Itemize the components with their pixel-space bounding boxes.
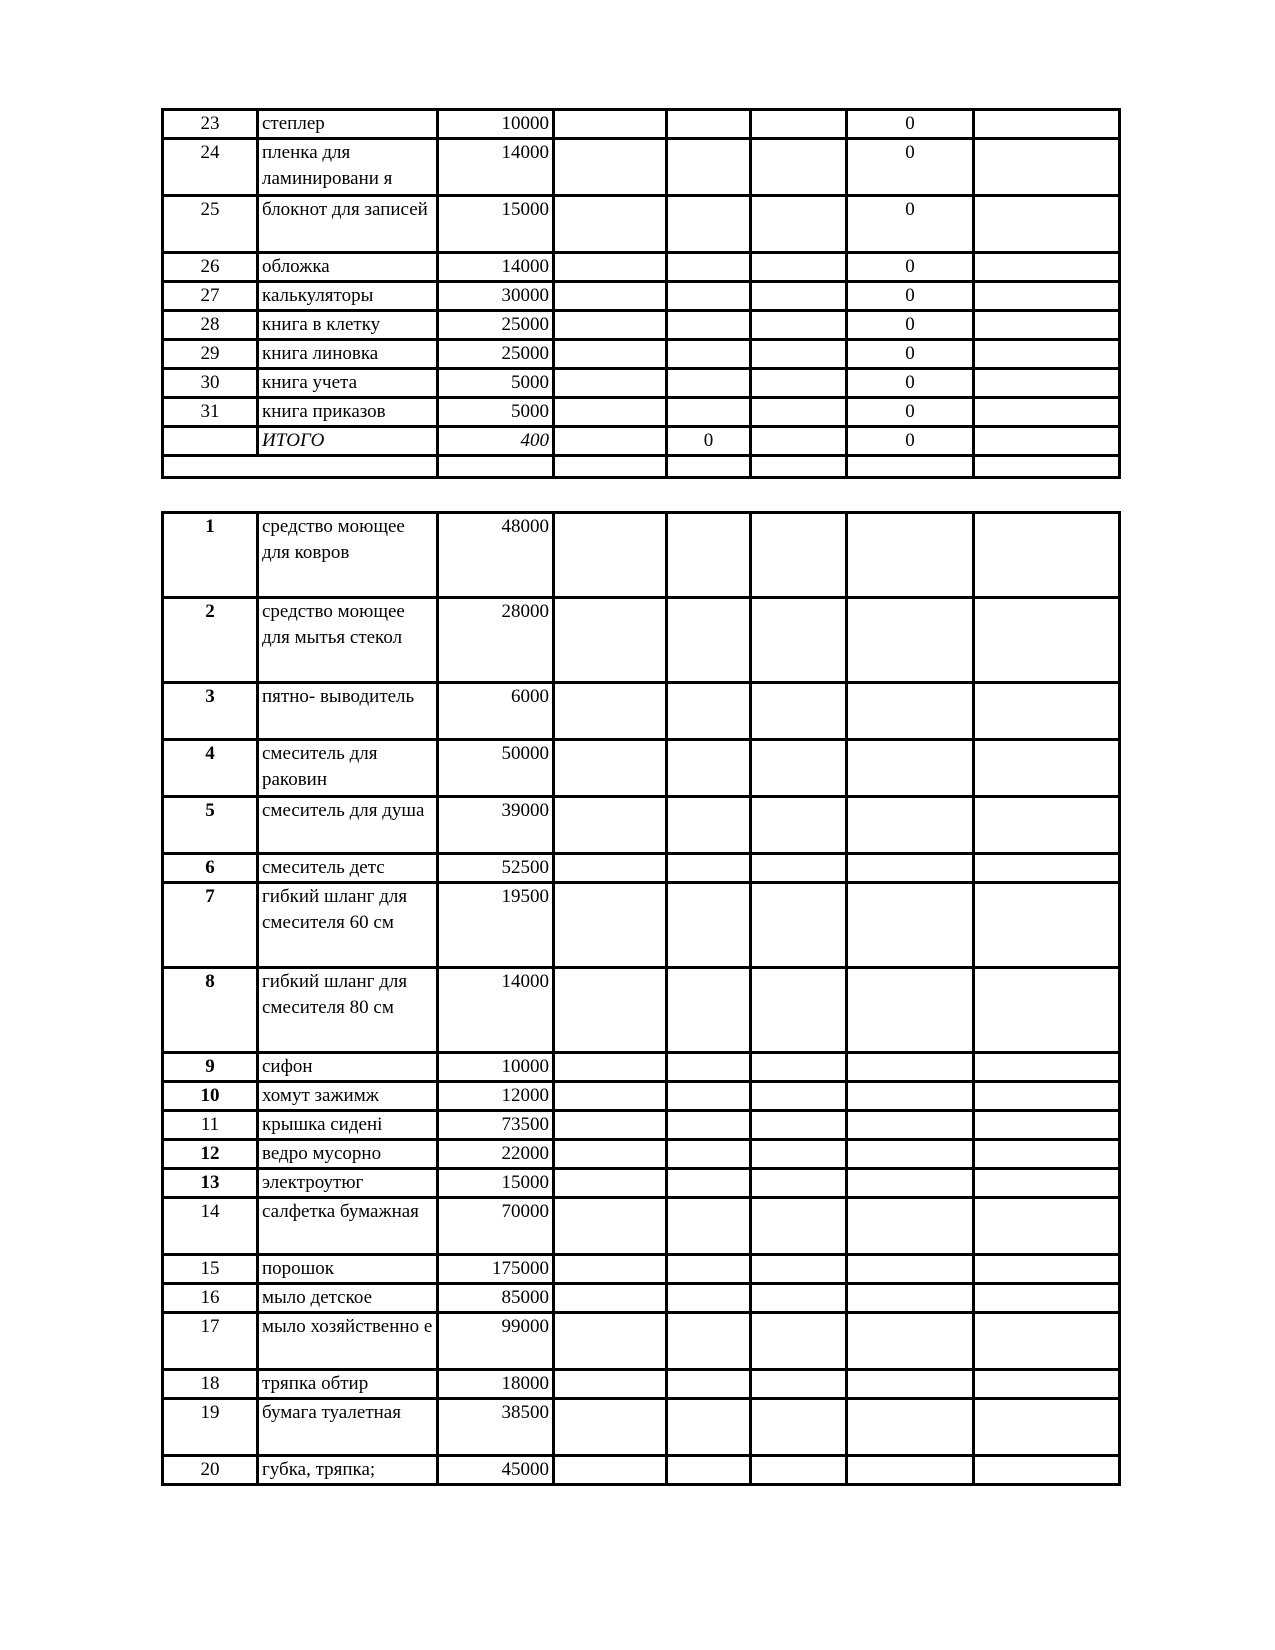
- empty-row: [163, 456, 1120, 478]
- empty-cell: [847, 883, 974, 968]
- item-name-cell: электроутюг: [258, 1169, 438, 1198]
- empty-cell: [974, 1456, 1120, 1485]
- table-row: [163, 968, 1120, 1053]
- item-price-cell: 45000: [438, 1456, 554, 1485]
- empty-cell: [667, 854, 751, 883]
- empty-cell: [751, 139, 847, 196]
- empty-cell: [751, 110, 847, 139]
- item-price-cell: 70000: [438, 1198, 554, 1255]
- empty-cell: [554, 1313, 667, 1370]
- empty-cell: [751, 253, 847, 282]
- row-number-cell: 14: [163, 1198, 258, 1255]
- table-row: [163, 513, 1120, 598]
- table-row: [163, 369, 1120, 398]
- empty-cell: [554, 1140, 667, 1169]
- empty-cell: [554, 1053, 667, 1082]
- zero-value-cell: 0: [847, 139, 974, 196]
- empty-cell: [667, 1111, 751, 1140]
- item-price-cell: 50000: [438, 740, 554, 797]
- empty-cell: [751, 1456, 847, 1485]
- row-number-cell: 16: [163, 1284, 258, 1313]
- row-number-cell: 13: [163, 1169, 258, 1198]
- empty-cell: [667, 797, 751, 854]
- empty-cell: [751, 1255, 847, 1284]
- item-price-cell: 38500: [438, 1399, 554, 1456]
- item-price-cell: 85000: [438, 1284, 554, 1313]
- empty-cell: [847, 1082, 974, 1111]
- row-number-cell: 9: [163, 1053, 258, 1082]
- row-number-cell: 15: [163, 1255, 258, 1284]
- empty-cell: [667, 1456, 751, 1485]
- empty-cell: [667, 282, 751, 311]
- item-price-cell: 5000: [438, 398, 554, 427]
- row-number-cell: 1: [163, 513, 258, 598]
- empty-cell: [554, 282, 667, 311]
- item-name-cell: степлер: [258, 110, 438, 139]
- empty-cell: [554, 1456, 667, 1485]
- row-number-cell: 7: [163, 883, 258, 968]
- item-price-cell: 6000: [438, 683, 554, 740]
- empty-cell: [667, 1140, 751, 1169]
- empty-cell: [667, 683, 751, 740]
- empty-cell: [974, 1082, 1120, 1111]
- empty-cell: [554, 139, 667, 196]
- row-number-cell: 20: [163, 1456, 258, 1485]
- empty-cell: [554, 369, 667, 398]
- empty-cell: [554, 1169, 667, 1198]
- empty-cell: [554, 797, 667, 854]
- table-row: [163, 1370, 1120, 1399]
- empty-cell: [847, 1370, 974, 1399]
- item-price-cell: 22000: [438, 1140, 554, 1169]
- item-price-cell: 12000: [438, 1082, 554, 1111]
- empty-cell: [974, 311, 1120, 340]
- item-name-cell: пленка для ламинировани я: [258, 139, 438, 196]
- empty-cell: [667, 1198, 751, 1255]
- empty-cell: [554, 196, 667, 253]
- zero-value-cell: 0: [847, 311, 974, 340]
- empty-cell: [974, 1370, 1120, 1399]
- item-price-cell: 175000: [438, 1255, 554, 1284]
- total-zero-cell: 0: [667, 427, 751, 456]
- row-number-cell: 30: [163, 369, 258, 398]
- empty-cell: [667, 110, 751, 139]
- empty-cell: [751, 1082, 847, 1111]
- empty-cell: [974, 797, 1120, 854]
- empty-cell: [847, 1399, 974, 1456]
- empty-cell: [667, 1082, 751, 1111]
- empty-cell: [667, 883, 751, 968]
- row-number-cell: 2: [163, 598, 258, 683]
- empty-cell: [667, 340, 751, 369]
- empty-cell: [847, 968, 974, 1053]
- item-name-cell: книга в клетку: [258, 311, 438, 340]
- empty-cell: [554, 456, 667, 478]
- item-name-cell: бумага туалетная: [258, 1399, 438, 1456]
- table-row: [163, 139, 1120, 196]
- item-name-cell: средство моющее для мытья стекол: [258, 598, 438, 683]
- empty-cell: [974, 1284, 1120, 1313]
- empty-cell: [751, 740, 847, 797]
- empty-cell: [974, 968, 1120, 1053]
- item-price-cell: 10000: [438, 110, 554, 139]
- empty-cell: [554, 683, 667, 740]
- item-name-cell: мыло детское: [258, 1284, 438, 1313]
- empty-cell: [751, 1370, 847, 1399]
- item-price-cell: 10000: [438, 1053, 554, 1082]
- row-number-cell: 10: [163, 1082, 258, 1111]
- empty-cell: [554, 1370, 667, 1399]
- empty-cell: [751, 340, 847, 369]
- empty-cell: [554, 1255, 667, 1284]
- items-table-bottom-body: [163, 513, 1120, 1485]
- empty-cell: [974, 253, 1120, 282]
- item-name-cell: книга учета: [258, 369, 438, 398]
- row-number-cell: 27: [163, 282, 258, 311]
- empty-cell: [847, 1140, 974, 1169]
- items-table-top: [161, 108, 1121, 479]
- item-name-cell: салфетка бумажная: [258, 1198, 438, 1255]
- empty-cell: [554, 854, 667, 883]
- zero-value-cell: 0: [847, 369, 974, 398]
- item-price-cell: 18000: [438, 1370, 554, 1399]
- empty-cell: [974, 740, 1120, 797]
- row-number-cell: 25: [163, 196, 258, 253]
- empty-cell: [847, 1313, 974, 1370]
- empty-cell: [847, 598, 974, 683]
- item-name-cell: смеситель для раковин: [258, 740, 438, 797]
- empty-cell: [974, 1255, 1120, 1284]
- empty-cell: [974, 1313, 1120, 1370]
- row-number-cell: 4: [163, 740, 258, 797]
- empty-cell: [974, 1399, 1120, 1456]
- item-price-cell: 25000: [438, 340, 554, 369]
- empty-cell: [974, 139, 1120, 196]
- empty-cell: [554, 110, 667, 139]
- item-name-cell: гибкий шланг для смесителя 60 см: [258, 883, 438, 968]
- row-number-cell: 11: [163, 1111, 258, 1140]
- empty-cell: [554, 883, 667, 968]
- empty-cell: [847, 740, 974, 797]
- item-name-cell: ведро мусорно: [258, 1140, 438, 1169]
- empty-cell: [751, 1053, 847, 1082]
- empty-cell: [847, 797, 974, 854]
- empty-cell: [667, 1255, 751, 1284]
- empty-cell: [974, 398, 1120, 427]
- item-name-cell: губка, тряпка;: [258, 1456, 438, 1485]
- table-row: [163, 1284, 1120, 1313]
- empty-cell: [847, 683, 974, 740]
- empty-cell: [751, 311, 847, 340]
- item-price-cell: 25000: [438, 311, 554, 340]
- item-price-cell: 14000: [438, 968, 554, 1053]
- empty-cell: [667, 139, 751, 196]
- zero-value-cell: 0: [847, 253, 974, 282]
- empty-cell: [554, 253, 667, 282]
- empty-cell: [554, 427, 667, 456]
- item-price-cell: 99000: [438, 1313, 554, 1370]
- table-row: [163, 1111, 1120, 1140]
- empty-cell: [751, 1198, 847, 1255]
- table-row: [163, 340, 1120, 369]
- empty-cell: [751, 1399, 847, 1456]
- empty-cell: [751, 598, 847, 683]
- empty-cell: [847, 1456, 974, 1485]
- empty-cell: [554, 311, 667, 340]
- empty-cell: [554, 1284, 667, 1313]
- empty-cell: [554, 1399, 667, 1456]
- table-row: [163, 740, 1120, 797]
- table-row: [163, 253, 1120, 282]
- empty-cell: [667, 513, 751, 598]
- empty-cell: [751, 854, 847, 883]
- empty-cell: [667, 1169, 751, 1198]
- table-row: [163, 110, 1120, 139]
- item-name-cell: тряпка обтир: [258, 1370, 438, 1399]
- zero-value-cell: 0: [847, 110, 974, 139]
- empty-cell: [751, 398, 847, 427]
- table-row: [163, 1082, 1120, 1111]
- empty-cell: [554, 598, 667, 683]
- item-name-cell: сифон: [258, 1053, 438, 1082]
- empty-cell: [163, 427, 258, 456]
- table-row: [163, 1198, 1120, 1255]
- empty-cell: [667, 311, 751, 340]
- empty-cell: [974, 1053, 1120, 1082]
- row-number-cell: 8: [163, 968, 258, 1053]
- empty-cell: [974, 854, 1120, 883]
- item-name-cell: мыло хозяйственно е: [258, 1313, 438, 1370]
- empty-cell: [974, 683, 1120, 740]
- item-name-cell: средство моющее для ковров: [258, 513, 438, 598]
- empty-cell: [667, 1313, 751, 1370]
- empty-cell: [847, 1053, 974, 1082]
- empty-cell: [667, 598, 751, 683]
- item-name-cell: книга приказов: [258, 398, 438, 427]
- row-number-cell: 18: [163, 1370, 258, 1399]
- empty-cell: [751, 1313, 847, 1370]
- empty-cell: [974, 456, 1120, 478]
- table-row: [163, 311, 1120, 340]
- item-price-cell: 15000: [438, 1169, 554, 1198]
- empty-cell: [751, 513, 847, 598]
- empty-cell: [667, 398, 751, 427]
- item-price-cell: 5000: [438, 369, 554, 398]
- empty-cell: [751, 282, 847, 311]
- row-number-cell: 17: [163, 1313, 258, 1370]
- empty-cell: [163, 456, 438, 478]
- items-table-bottom: [161, 511, 1121, 1486]
- empty-cell: [751, 968, 847, 1053]
- table-row: [163, 1140, 1120, 1169]
- empty-cell: [554, 398, 667, 427]
- item-name-cell: книга линовка: [258, 340, 438, 369]
- table-row: [163, 1456, 1120, 1485]
- empty-cell: [974, 110, 1120, 139]
- total-price-cell: 400: [438, 427, 554, 456]
- empty-cell: [847, 1284, 974, 1313]
- empty-cell: [554, 1111, 667, 1140]
- item-price-cell: 52500: [438, 854, 554, 883]
- item-name-cell: пятно- выводитель: [258, 683, 438, 740]
- empty-cell: [667, 740, 751, 797]
- item-name-cell: гибкий шланг для смесителя 80 см: [258, 968, 438, 1053]
- total-row: [163, 427, 1120, 456]
- empty-cell: [667, 968, 751, 1053]
- item-name-cell: блокнот для записей: [258, 196, 438, 253]
- row-number-cell: 5: [163, 797, 258, 854]
- empty-cell: [667, 253, 751, 282]
- table-row: [163, 196, 1120, 253]
- empty-cell: [751, 883, 847, 968]
- table-row: [163, 1053, 1120, 1082]
- empty-cell: [667, 196, 751, 253]
- empty-cell: [847, 1255, 974, 1284]
- zero-value-cell: 0: [847, 398, 974, 427]
- row-number-cell: 12: [163, 1140, 258, 1169]
- item-price-cell: 14000: [438, 253, 554, 282]
- item-price-cell: 73500: [438, 1111, 554, 1140]
- empty-cell: [974, 1111, 1120, 1140]
- empty-cell: [847, 1198, 974, 1255]
- item-price-cell: 15000: [438, 196, 554, 253]
- item-name-cell: порошок: [258, 1255, 438, 1284]
- empty-cell: [847, 1169, 974, 1198]
- empty-cell: [438, 456, 554, 478]
- empty-cell: [554, 1198, 667, 1255]
- items-table-top-body: [163, 110, 1120, 478]
- table-row: [163, 1255, 1120, 1284]
- item-name-cell: смеситель для душа: [258, 797, 438, 854]
- row-number-cell: 23: [163, 110, 258, 139]
- row-number-cell: 3: [163, 683, 258, 740]
- table-row: [163, 1313, 1120, 1370]
- item-price-cell: 48000: [438, 513, 554, 598]
- empty-cell: [847, 513, 974, 598]
- empty-cell: [847, 456, 974, 478]
- empty-cell: [974, 282, 1120, 311]
- item-price-cell: 14000: [438, 139, 554, 196]
- empty-cell: [667, 1053, 751, 1082]
- table-row: [163, 398, 1120, 427]
- empty-cell: [751, 456, 847, 478]
- table-row: [163, 883, 1120, 968]
- empty-cell: [751, 797, 847, 854]
- item-price-cell: 19500: [438, 883, 554, 968]
- empty-cell: [974, 598, 1120, 683]
- zero-value-cell: 0: [847, 282, 974, 311]
- total-zero-cell: 0: [847, 427, 974, 456]
- empty-cell: [751, 1111, 847, 1140]
- empty-cell: [974, 883, 1120, 968]
- row-number-cell: 19: [163, 1399, 258, 1456]
- empty-cell: [847, 854, 974, 883]
- empty-cell: [751, 1284, 847, 1313]
- empty-cell: [974, 1198, 1120, 1255]
- item-name-cell: смеситель детс: [258, 854, 438, 883]
- empty-cell: [751, 1140, 847, 1169]
- empty-cell: [974, 1169, 1120, 1198]
- table-row: [163, 683, 1120, 740]
- empty-cell: [847, 1111, 974, 1140]
- empty-cell: [751, 683, 847, 740]
- empty-cell: [554, 968, 667, 1053]
- table-row: [163, 282, 1120, 311]
- empty-cell: [751, 427, 847, 456]
- total-label-cell: ИТОГО: [258, 427, 438, 456]
- empty-cell: [667, 1399, 751, 1456]
- empty-cell: [974, 369, 1120, 398]
- row-number-cell: 31: [163, 398, 258, 427]
- item-name-cell: обложка: [258, 253, 438, 282]
- item-price-cell: 30000: [438, 282, 554, 311]
- table-row: [163, 1169, 1120, 1198]
- empty-cell: [667, 369, 751, 398]
- table-row: [163, 797, 1120, 854]
- item-price-cell: 39000: [438, 797, 554, 854]
- item-name-cell: хомут зажимж: [258, 1082, 438, 1111]
- table-row: [163, 598, 1120, 683]
- item-name-cell: калькуляторы: [258, 282, 438, 311]
- empty-cell: [751, 196, 847, 253]
- empty-cell: [667, 1284, 751, 1313]
- empty-cell: [554, 340, 667, 369]
- zero-value-cell: 0: [847, 196, 974, 253]
- row-number-cell: 28: [163, 311, 258, 340]
- empty-cell: [751, 1169, 847, 1198]
- item-name-cell: крышка сидені: [258, 1111, 438, 1140]
- row-number-cell: 24: [163, 139, 258, 196]
- item-price-cell: 28000: [438, 598, 554, 683]
- table-row: [163, 1399, 1120, 1456]
- empty-cell: [667, 1370, 751, 1399]
- zero-value-cell: 0: [847, 340, 974, 369]
- row-number-cell: 29: [163, 340, 258, 369]
- table-row: [163, 854, 1120, 883]
- empty-cell: [554, 740, 667, 797]
- empty-cell: [974, 513, 1120, 598]
- row-number-cell: 26: [163, 253, 258, 282]
- empty-cell: [554, 1082, 667, 1111]
- empty-cell: [751, 369, 847, 398]
- empty-cell: [554, 513, 667, 598]
- row-number-cell: 6: [163, 854, 258, 883]
- empty-cell: [974, 1140, 1120, 1169]
- empty-cell: [974, 196, 1120, 253]
- empty-cell: [667, 456, 751, 478]
- empty-cell: [974, 340, 1120, 369]
- empty-cell: [974, 427, 1120, 456]
